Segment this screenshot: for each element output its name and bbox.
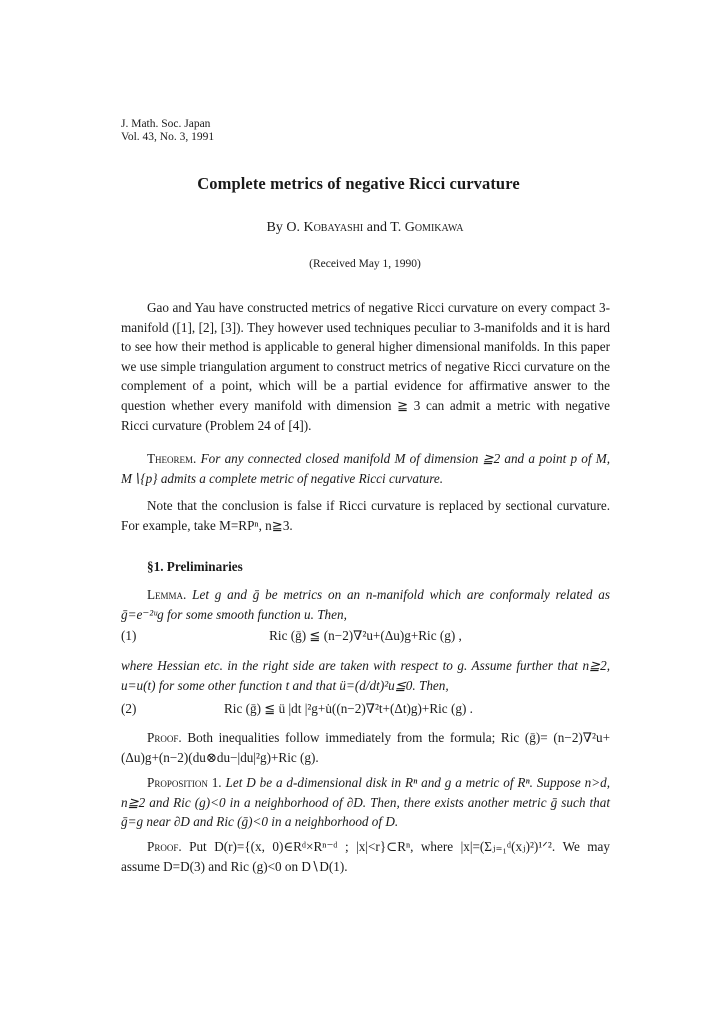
proof-2-body: Put D(r)={(x, 0)∈Rᵈ×Rⁿ⁻ᵈ ; |x|<r}⊂Rⁿ, where |x|=(Σⱼ₌₁ᵈ(xⱼ)²)¹ᐟ². We may assume D=D(3) and Ric (g)<0 on D∖D(1). (121, 839, 611, 874)
paper-title: Complete metrics of negative Ricci curvature (197, 174, 520, 193)
proposition-1-label: Proposition 1. (147, 775, 222, 790)
proof-1-label: Proof. (147, 730, 182, 745)
introduction (121, 298, 610, 435)
equation-2-number: (2) (121, 701, 137, 716)
journal-volume: Vol. 43, No. 3, 1991 (121, 131, 215, 143)
journal-citation (121, 118, 214, 144)
author-2-surname: Gomikawa (404, 220, 464, 235)
equation-1 (121, 628, 610, 648)
equation-2 (121, 701, 610, 721)
theorem-label: Theorem. (147, 451, 197, 466)
theorem-body: For any connected closed manifold M of dimension ≧2 and a point p of M, M∖{p} admits a complete metric of negative Ricci curvature. (121, 451, 611, 486)
proposition-1 (121, 773, 610, 832)
lemma-continuation: where Hessian etc. in the right side are taken with respect to g. Assume further that n≧2, u=u(t) for some other function t and that ü=(d/dt)²u≦0. Then, (121, 658, 610, 693)
author-conjunction: and T. (366, 220, 402, 235)
theorem (121, 449, 610, 488)
intro-paragraph: Gao and Yau have constructed metrics of negative Ricci curvature on every compact 3-manifold ([1], [2], [3]). They however used techniques peculiar to 3-manifolds and it is hard to see how their method is applicable to general higher dimensional manifolds. In this paper we use simple triangulation argument to construct metrics of negative Ricci curvature on the complement of a point, which will be a partial evidence for affirmative answer to the question whether every manifold with dimension ≧ 3 can admit a metric with negative Ricci curvature (Problem 24 of [4]). (121, 300, 610, 433)
author-line (0, 220, 717, 236)
note (121, 496, 610, 535)
lemma (121, 585, 610, 624)
by-prefix: By O. (266, 220, 300, 235)
lemma-label: Lemma. (147, 587, 187, 602)
note-paragraph: Note that the conclusion is false if Ricci curvature is replaced by sectional curvature. For example, take M=RPⁿ, n≧3. (121, 498, 610, 533)
section-heading-preliminaries: §1. Preliminaries (147, 559, 243, 574)
proposition-1-body: Let D be a d-dimensional disk in Rⁿ and g a metric of Rⁿ. Suppose n>d, n≧2 and Ric (g)<0 in a neighborhood of ∂D. Then, there exists another metric ḡ such that ḡ=g near ∂D and Ric (ḡ)<0 in a neighborhood of D. (121, 775, 611, 830)
received-date: (Received May 1, 1990) (309, 258, 421, 270)
proof-of-proposition (121, 837, 610, 876)
lemma-body: Let g and ḡ be metrics on an n-manifold which are conformaly related as ḡ=e⁻²ᵘg for some smooth function u. Then, (121, 587, 610, 622)
equation-2-formula: Ric (ḡ) ≦ ü |dt |²g+u̇((n−2)∇²t+(Δt)g)+Ric (g) . (224, 701, 473, 716)
proof-1-body: Both inequalities follow immediately from the formula; Ric (ḡ)= (n−2)∇²u+(Δu)g+(n−2)(du⊗du−|du|²g)+Ric (g). (121, 730, 611, 765)
equation-1-formula: Ric (ḡ) ≦ (n−2)∇²u+(Δu)g+Ric (g) , (269, 628, 462, 643)
author-1-surname: Kobayashi (303, 220, 364, 235)
journal-name: J. Math. Soc. Japan (121, 118, 211, 130)
proof-of-lemma (121, 728, 610, 767)
proof-2-label: Proof. (147, 839, 182, 854)
equation-1-number: (1) (121, 628, 137, 643)
